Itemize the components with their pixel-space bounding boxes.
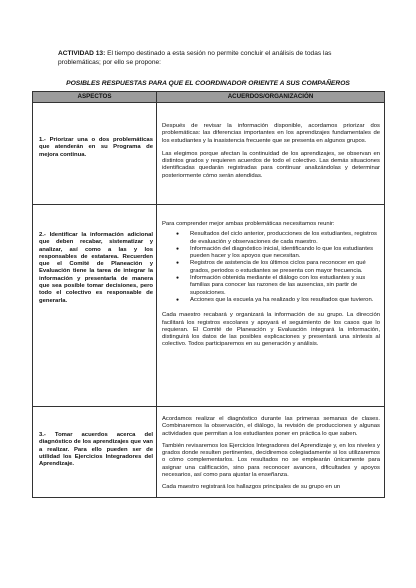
list-item: ● Acciones que la escuela ya ha realizado y los resultados que tuvieron. (190, 297, 380, 304)
agreement-paragraph: También revisaremos los Ejercicios Integradores del Aprendizaje y, en los niveles y grados donde resulten pertinentes, decidiremos colegiadamente si los utilizaremos o cómo complementarlos. Los resultados no se emplearán únicamente para asignar una calificación, sino para reconocer avances, dificultades y apoyos necesarios, así como para ajustar la enseñanza. (162, 442, 380, 479)
agreement-closing: Cada maestro recabará y organizará la información de su grupo. La dirección facilitará los registros escolares y apoyará el seguimiento de los casos que lo requieran. El Comité de Planeación y Evaluación integrará la información, distinguirá los datos de las posibles explicaciones y presentará una síntesis al colectivo. Todos participaremos en su generación y análisis. (162, 312, 380, 348)
aspect-cell (33, 103, 157, 205)
responses-table (32, 91, 385, 498)
list-item: ● Resultados del ciclo anterior, producciones de los estudiantes, registros de evaluación y observaciones de cada maestro. (190, 231, 380, 246)
aspect-cell (33, 205, 157, 407)
activity-intro (58, 50, 370, 67)
agreement-paragraph: Después de revisar la información disponible, acordamos priorizar dos problemáticas: las diferencias importantes en los aprendizajes fundamentales de los estudiantes y la inasistencia frecuente que se presenta en algunos grupos. (162, 123, 380, 144)
list-item: ● Información obtenida mediante el diálogo con los estudiantes y sus familias para conocer las razones de las ausencias, sin partir de suposiciones. (190, 275, 380, 297)
list-item: ● Información del diagnóstico inicial, identificando lo que los estudiantes pueden hacer y los apoyos que necesitan. (190, 246, 380, 261)
table-row (33, 103, 385, 205)
activity-label: ACTIVIDAD 13: (58, 50, 106, 57)
activity-text: El tiempo destinado a esta sesión no permite concluir el análisis de todas las problemáticas; por ello se propone: (58, 50, 332, 66)
table-row (33, 407, 385, 498)
agreement-cell (157, 103, 385, 205)
aspect-text: 1.- Priorizar una o dos problemáticas que atenderán en su Programa de mejora continua. (39, 137, 153, 158)
list-item: ● Registros de asistencia de los últimos ciclos para reconocer en qué grados, periodos o estudiantes se presenta con mayor frecuencia. (190, 260, 380, 275)
column-header-agreements: ACUERDOS/ORGANIZACIÓN (157, 92, 385, 103)
column-header-aspects: ASPECTOS (33, 92, 157, 103)
aspect-text: 3.- Tomar acuerdos acerca del diagnóstico de los aprendizajes que van a realizar. Para ello pueden ser de utilidad los Ejercicios Integradores del Aprendizaje. (39, 432, 153, 468)
information-list (162, 231, 380, 304)
aspect-cell (33, 407, 157, 498)
agreement-paragraph: Las elegimos porque afectan la continuidad de los aprendizajes, se observan en distintos grados y requieren acuerdos de todo el colectivo. Las demás situaciones identificadas quedarán registradas para continuar analizándolas y determinar posteriormente cómo serán atendidas. (162, 150, 380, 179)
agreement-paragraph: Acordamos realizar el diagnóstico durante las primeras semanas de clases. Combinaremos la observación, el diálogo, la revisión de producciones y algunas actividades que permitan a los estudiantes poner en práctica lo que saben. (162, 416, 380, 437)
table-title: POSIBLES RESPUESTAS PARA QUE EL COORDINADOR ORIENTE A SUS COMPAÑEROS (66, 80, 350, 87)
aspect-text: 2.- Identificar la información adicional que deben recabar, sistematizar y analizar, así como a las y los responsables de estatarea. Recuerden que el Comité de Planeación y Evaluación tiene la tarea de integrar la información y presentarla de manera que sea posible tomar decisiones, pero todo el colectivo es responsable de generarla. (39, 232, 153, 304)
table-row (33, 205, 385, 407)
agreement-paragraph: Cada maestro registrará los hallazgos principales de su grupo en un (162, 484, 341, 491)
agreement-cell (157, 205, 385, 407)
table-header-row (33, 92, 385, 103)
agreement-cell (157, 407, 385, 498)
agreement-intro: Para comprender mejor ambas problemáticas necesitamos reunir: (162, 221, 335, 227)
